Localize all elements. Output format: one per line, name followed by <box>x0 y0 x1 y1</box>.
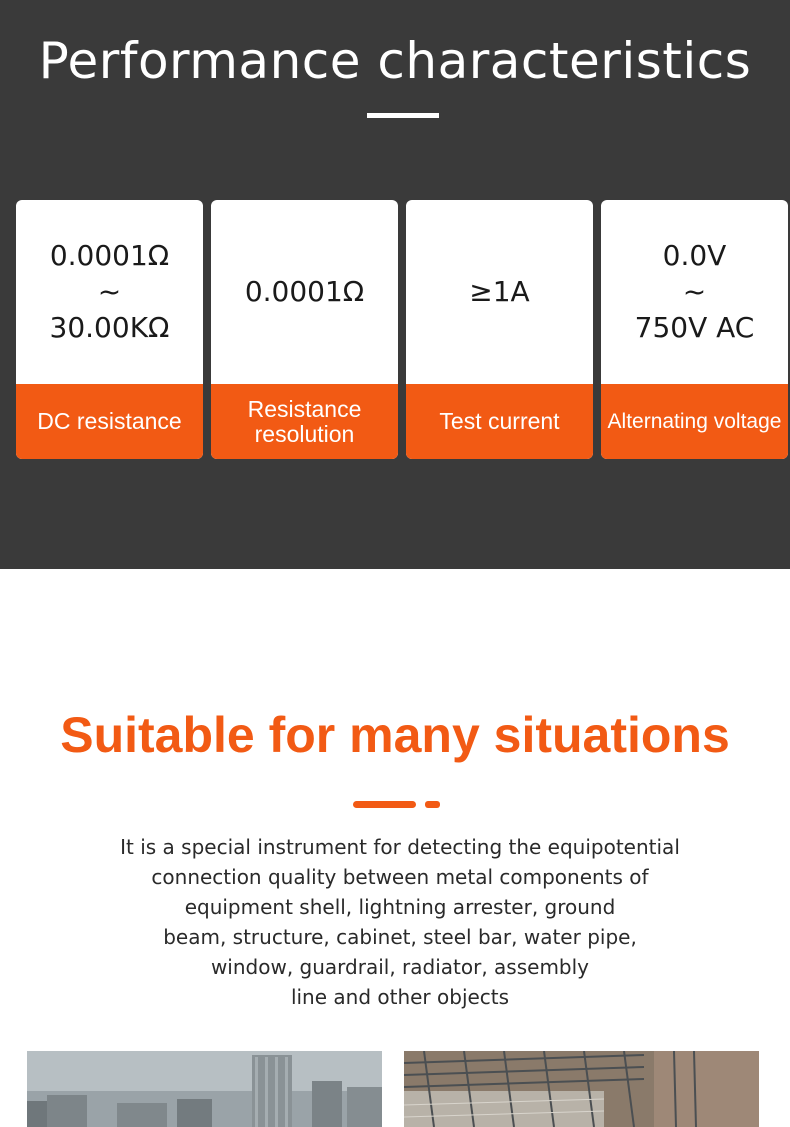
spec-value-line: 750V AC <box>634 311 755 344</box>
description-line: equipment shell, lightning arrester, ground <box>184 895 616 919</box>
spec-value-line: 0.0001Ω <box>244 275 365 308</box>
title-accent-dash <box>353 801 416 808</box>
spec-value-line: 30.00KΩ <box>49 311 170 344</box>
title-accent-dot <box>425 801 440 808</box>
description-line: line and other objects <box>290 985 510 1009</box>
description-line: It is a special instrument for detecting the equipotential <box>120 835 680 859</box>
steel-rebar-construction-photo <box>404 1051 759 1127</box>
spec-card-test-current <box>406 200 593 459</box>
spec-value-line: 0.0V <box>662 239 727 272</box>
spec-value-line: ≥1A <box>469 275 530 308</box>
spec-value <box>601 200 788 384</box>
situations-description <box>100 832 700 1012</box>
spec-value-line: ~ <box>682 275 707 308</box>
spec-value-line: ~ <box>97 275 122 308</box>
spec-value <box>211 200 398 384</box>
city-skyline-photo <box>27 1051 382 1127</box>
title-underline <box>367 113 439 118</box>
spec-value <box>406 200 593 384</box>
performance-title: Performance characteristics <box>38 32 752 90</box>
spec-label: Resistance resolution <box>211 384 398 459</box>
spec-value-line: 0.0001Ω <box>49 239 170 272</box>
spec-card-dc-resistance <box>16 200 203 459</box>
spec-label: Test current <box>406 384 593 459</box>
spec-card-resistance-resolution <box>211 200 398 459</box>
spec-label: DC resistance <box>16 384 203 459</box>
description-line: connection quality between metal components of <box>151 865 649 889</box>
description-line: window, guardrail, radiator, assembly <box>210 955 590 979</box>
spec-card-alternating-voltage <box>601 200 788 459</box>
spec-label: Alternating voltage <box>601 384 788 459</box>
spec-value <box>16 200 203 384</box>
situations-title: Suitable for many situations <box>60 707 730 763</box>
description-line: beam, structure, cabinet, steel bar, water pipe, <box>163 925 637 949</box>
